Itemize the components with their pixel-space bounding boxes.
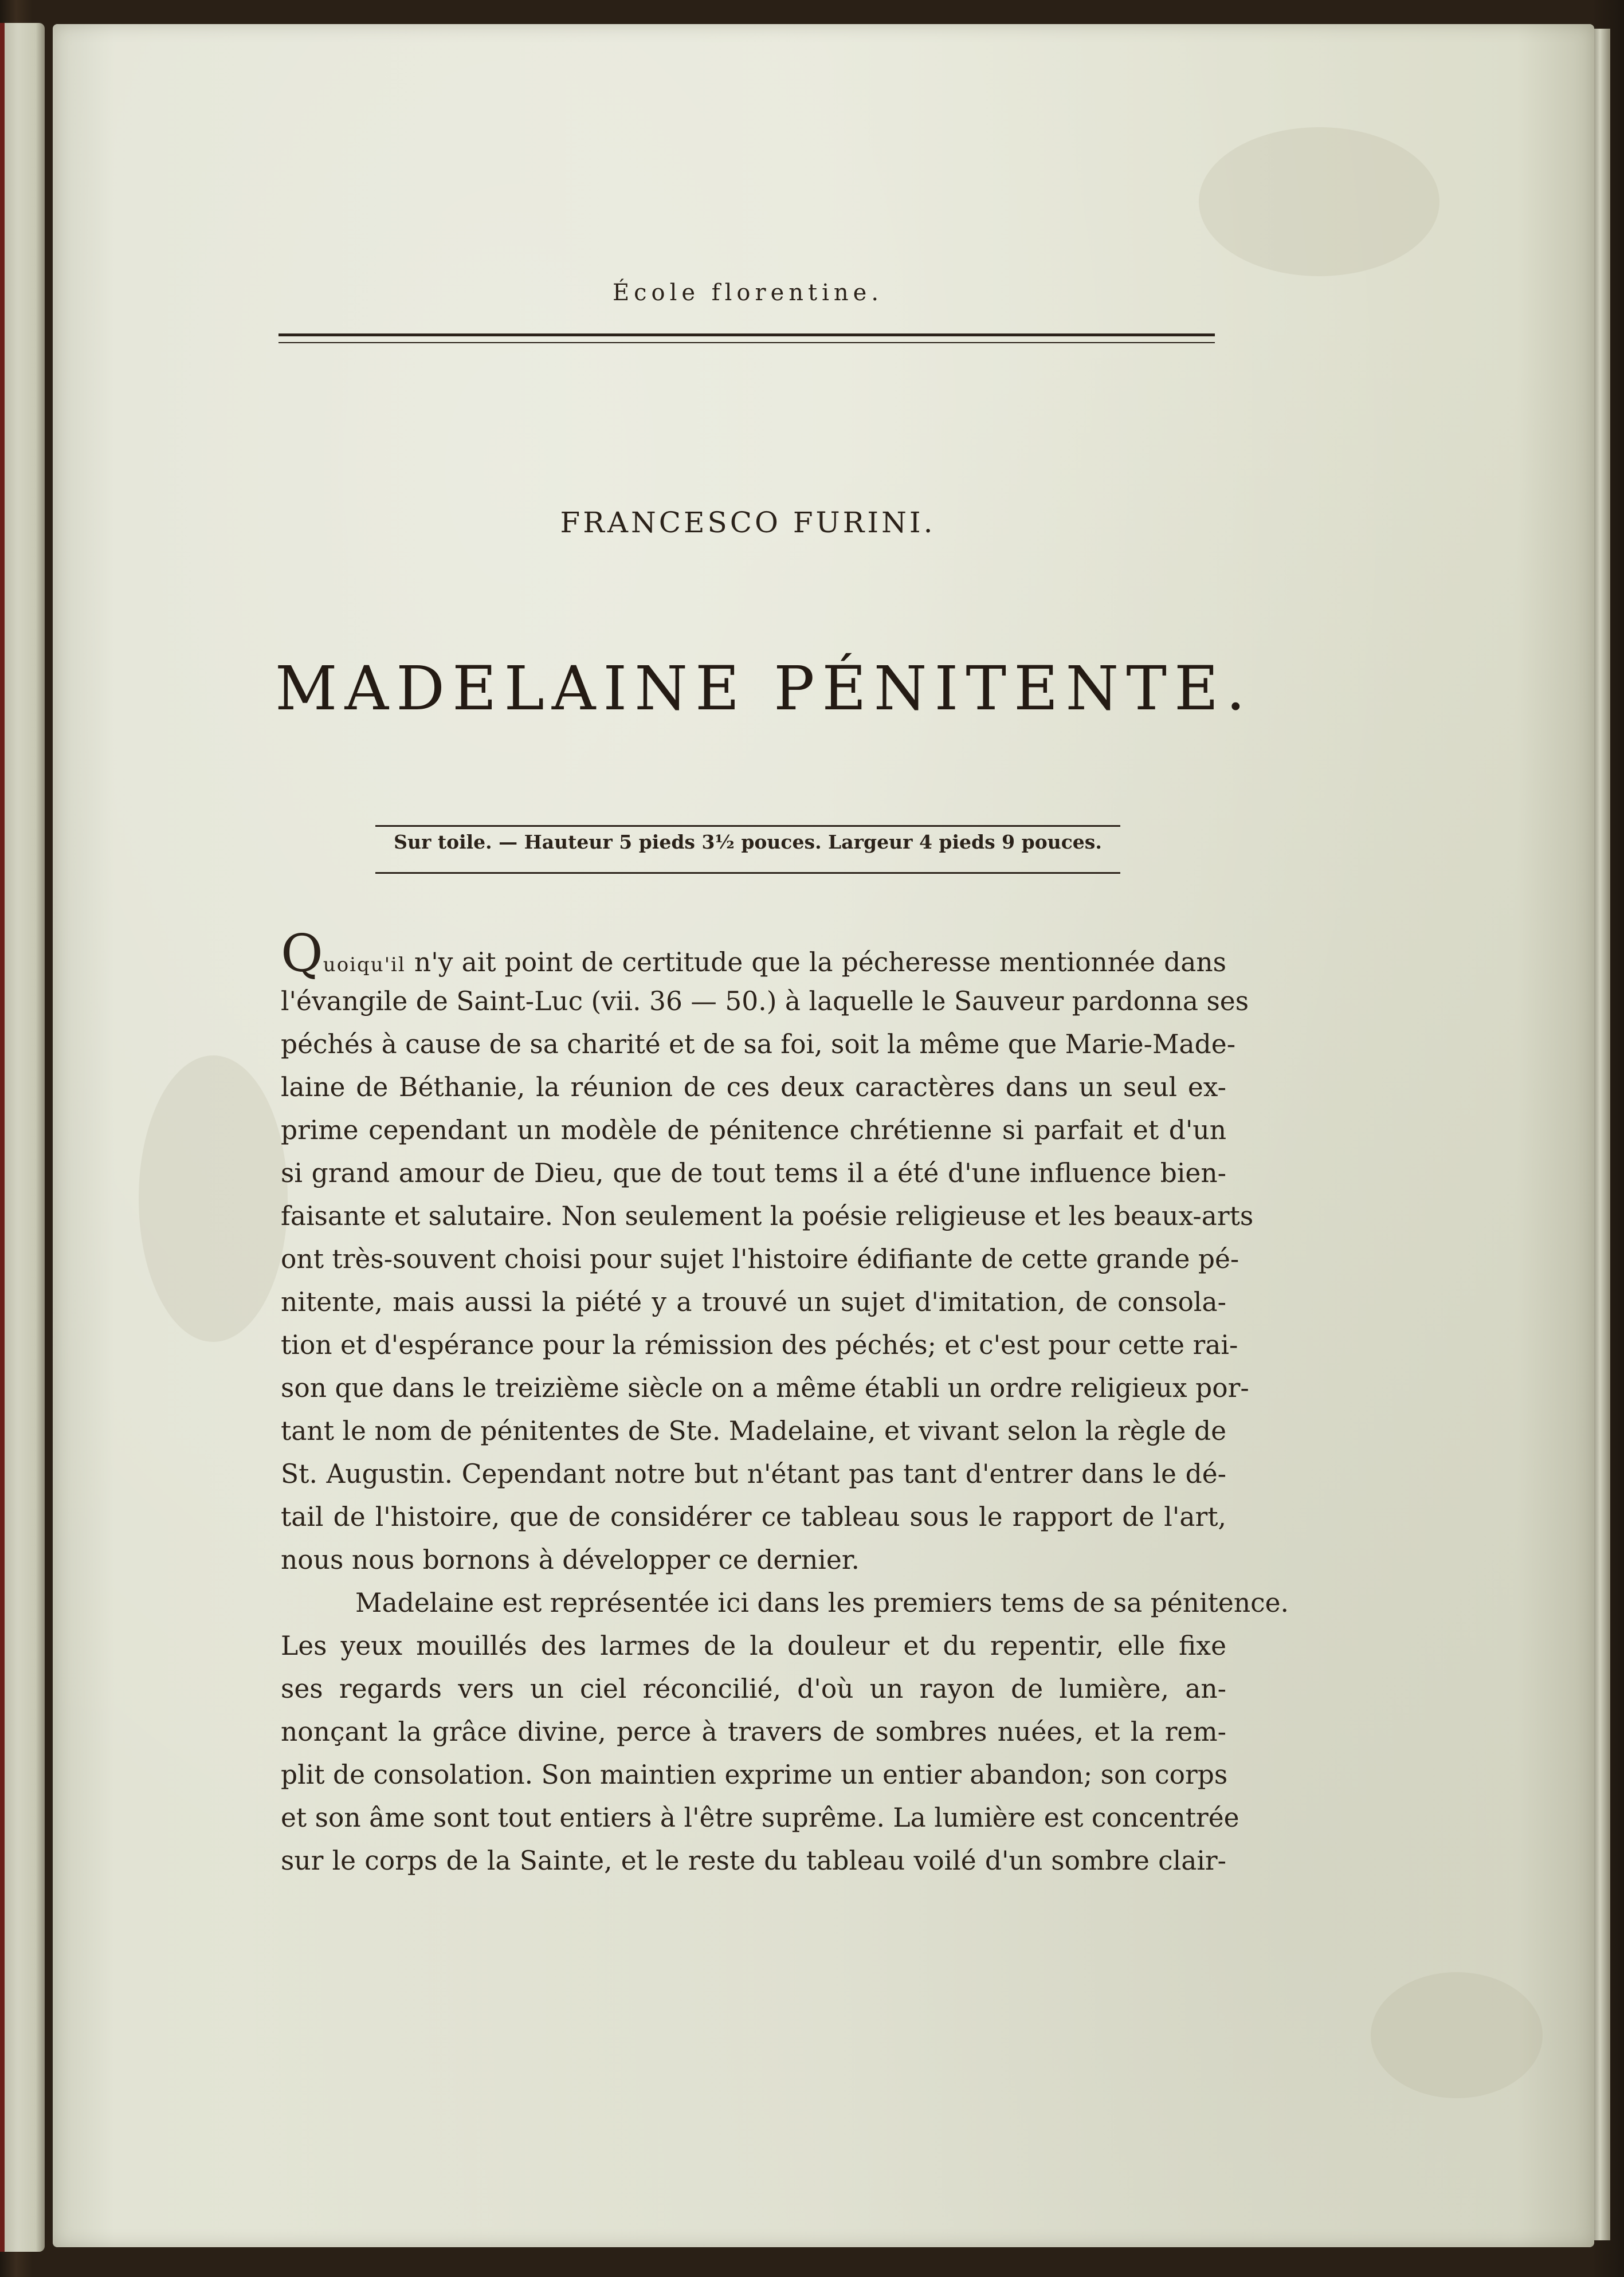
- body-text: [281, 924, 1289, 1882]
- text-line: si grand amour de Dieu, que de tout tems il a été d'une influence bien-: [281, 1158, 1226, 1188]
- text-line: sur le corps de la Sainte, et le reste du tableau voilé d'un sombre clair-: [281, 1846, 1226, 1876]
- text-line: tant le nom de pénitentes de Ste. Madelaine, et vivant selon la règle de: [281, 1416, 1226, 1446]
- text-line: ses regards vers un ciel réconcilié, d'où un rayon de lumière, an-: [281, 1674, 1226, 1704]
- binding-edge: [0, 23, 5, 2252]
- text-line: son que dans le treizième siècle on a même établi un ordre religieux por-: [281, 1373, 1249, 1403]
- paper-stain: [139, 1055, 288, 1342]
- paragraph-2: [281, 1581, 1289, 1882]
- text-line: plit de consolation. Son maintien exprime un entier abandon; son corps: [281, 1760, 1228, 1790]
- paper-stain: [1371, 1972, 1543, 2098]
- drop-cap: Q: [281, 924, 323, 984]
- text-line: péchés à cause de sa charité et de sa foi, soit la même que Marie-Made-: [281, 1029, 1236, 1059]
- facing-page-edge: [0, 23, 45, 2252]
- header-rule: [278, 333, 1215, 343]
- text-line: Quoiqu'il n'y ait point de certitude que la pécheresse mentionnée dans: [281, 924, 1226, 984]
- text-line: nonçant la grâce divine, perce à travers de sombres nuées, et la rem-: [281, 1717, 1226, 1747]
- dimensions-caption: Sur toile. — Hauteur 5 pieds 3½ pouces. Largeur 4 pieds 9 pouces.: [394, 831, 1102, 853]
- text-line: tail de l'histoire, que de considérer ce tableau sous le rapport de l'art,: [281, 1502, 1226, 1532]
- text-line: et son âme sont tout entiers à l'être suprême. La lumière est concentrée: [281, 1803, 1239, 1833]
- page-title: MADELAINE PÉNITENTE.: [275, 653, 1253, 724]
- paper-stain: [1199, 127, 1439, 276]
- page-stack-edge: [1593, 29, 1610, 2240]
- text-line: nous nous bornons à développer ce dernier.: [281, 1545, 860, 1575]
- dimensions-top-rule: [375, 825, 1120, 827]
- text-line: Madelaine est représentée ici dans les premiers tems de sa pénitence.: [355, 1588, 1289, 1618]
- paragraph-1: [281, 924, 1254, 1581]
- text-line: l'évangile de Saint-Luc (vii. 36 — 50.) à laquelle le Sauveur pardonna ses: [281, 986, 1249, 1016]
- text-line: Les yeux mouillés des larmes de la douleur et du repentir, elle fixe: [281, 1631, 1226, 1661]
- text-line: prime cependant un modèle de pénitence chrétienne si parfait et d'un: [281, 1115, 1226, 1145]
- school-heading: École florentine.: [612, 280, 884, 306]
- text-line: nitente, mais aussi la piété y a trouvé un sujet d'imitation, de consola-: [281, 1287, 1226, 1317]
- small-caps-opening: uoiqu'il: [323, 953, 406, 976]
- artist-name: FRANCESCO FURINI.: [560, 506, 936, 539]
- dimensions-bottom-rule: [375, 872, 1120, 874]
- text-line: tion et d'espérance pour la rémission des péchés; et c'est pour cette rai-: [281, 1330, 1238, 1360]
- text-line: faisante et salutaire. Non seulement la poésie religieuse et les beaux-arts: [281, 1201, 1254, 1231]
- text-line: laine de Béthanie, la réunion de ces deux caractères dans un seul ex-: [281, 1072, 1226, 1102]
- text-line: St. Augustin. Cependant notre but n'étant pas tant d'entrer dans le dé-: [281, 1459, 1226, 1489]
- text-line: ont très-souvent choisi pour sujet l'histoire édifiante de cette grande pé-: [281, 1244, 1239, 1274]
